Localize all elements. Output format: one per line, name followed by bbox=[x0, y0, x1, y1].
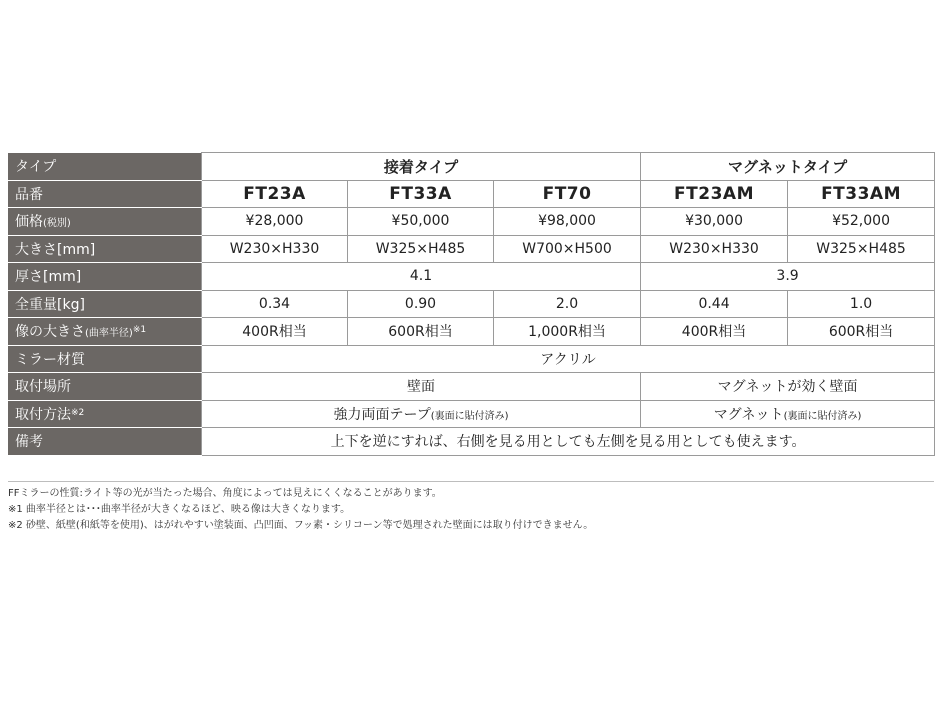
footnote-line: ※2 砂壁、紙壁(和紙等を使用)、はがれやすい塗装面、凸凹面、フッ素・シリコーン等で処理された壁面には取り付けできません。 bbox=[8, 520, 594, 531]
label-mount-method bbox=[9, 400, 202, 428]
price-cell: ¥28,000 bbox=[202, 208, 348, 236]
image-size-cell: 400R相当 bbox=[202, 318, 348, 346]
label-image-size-main: 像の大きさ bbox=[15, 324, 85, 341]
row-mount-method bbox=[9, 400, 935, 428]
mount-method-magnet bbox=[641, 400, 935, 428]
weight-cell: 0.90 bbox=[348, 290, 494, 318]
label-material: ミラー材質 bbox=[9, 345, 202, 373]
price-cell: ¥98,000 bbox=[494, 208, 641, 236]
weight-cell: 2.0 bbox=[494, 290, 641, 318]
label-size: 大きさ[mm] bbox=[9, 235, 202, 263]
mount-method-magnet-note: (裏面に貼付済み) bbox=[783, 410, 862, 422]
mount-method-adhesive-main: 強力両面テープ bbox=[333, 406, 431, 423]
label-image-size bbox=[9, 318, 202, 346]
remarks-cell: 上下を逆にすれば、右側を見る用としても左側を見る用としても使えます。 bbox=[202, 428, 935, 456]
row-material bbox=[9, 345, 935, 373]
label-type: タイプ bbox=[9, 153, 202, 181]
mount-place-magnet: マグネットが効く壁面 bbox=[641, 373, 935, 401]
label-mount-place: 取付場所 bbox=[9, 373, 202, 401]
row-image-size bbox=[9, 318, 935, 346]
label-image-size-note: (曲率半径) bbox=[85, 328, 133, 340]
footnote-mark-2: ※2 bbox=[71, 407, 85, 418]
weight-cell: 1.0 bbox=[788, 290, 935, 318]
row-price bbox=[9, 208, 935, 236]
row-mount-place bbox=[9, 373, 935, 401]
footnotes bbox=[8, 481, 934, 534]
label-mount-method-main: 取付方法 bbox=[15, 406, 71, 423]
price-cell: ¥30,000 bbox=[641, 208, 788, 236]
size-cell: W325×H485 bbox=[348, 235, 494, 263]
model-cell: FT33A bbox=[348, 180, 494, 208]
image-size-cell: 600R相当 bbox=[348, 318, 494, 346]
row-weight bbox=[9, 290, 935, 318]
label-price-note: (税別) bbox=[43, 218, 71, 230]
material-cell: アクリル bbox=[202, 345, 935, 373]
price-cell: ¥50,000 bbox=[348, 208, 494, 236]
footnote-mark-1: ※1 bbox=[132, 325, 147, 336]
image-size-cell: 400R相当 bbox=[641, 318, 788, 346]
label-thickness: 厚さ[mm] bbox=[9, 263, 202, 291]
footnote-line: FFミラーの性質:ライト等の光が当たった場合、角度によっては見えにくくなることがあります。 bbox=[8, 488, 442, 499]
weight-cell: 0.44 bbox=[641, 290, 788, 318]
thickness-magnet: 3.9 bbox=[641, 263, 935, 291]
model-cell: FT23A bbox=[202, 180, 348, 208]
mount-method-magnet-main: マグネット bbox=[713, 406, 784, 423]
mount-place-adhesive: 壁面 bbox=[202, 373, 641, 401]
row-part-no bbox=[9, 180, 935, 208]
label-price-main: 価格 bbox=[15, 214, 43, 231]
row-size bbox=[9, 235, 935, 263]
group-adhesive: 接着タイプ bbox=[202, 153, 641, 181]
spec-table bbox=[8, 152, 935, 456]
model-cell: FT33AM bbox=[788, 180, 935, 208]
label-weight: 全重量[kg] bbox=[9, 290, 202, 318]
row-remarks bbox=[9, 428, 935, 456]
image-size-cell: 1,000R相当 bbox=[494, 318, 641, 346]
label-remarks: 備考 bbox=[9, 428, 202, 456]
size-cell: W325×H485 bbox=[788, 235, 935, 263]
row-type bbox=[9, 153, 935, 181]
size-cell: W230×H330 bbox=[202, 235, 348, 263]
size-cell: W230×H330 bbox=[641, 235, 788, 263]
label-part-no: 品番 bbox=[9, 180, 202, 208]
size-cell: W700×H500 bbox=[494, 235, 641, 263]
model-cell: FT70 bbox=[494, 180, 641, 208]
label-price bbox=[9, 208, 202, 236]
model-cell: FT23AM bbox=[641, 180, 788, 208]
group-magnet: マグネットタイプ bbox=[641, 153, 935, 181]
image-size-cell: 600R相当 bbox=[788, 318, 935, 346]
weight-cell: 0.34 bbox=[202, 290, 348, 318]
mount-method-adhesive bbox=[202, 400, 641, 428]
thickness-adhesive: 4.1 bbox=[202, 263, 641, 291]
row-thickness bbox=[9, 263, 935, 291]
price-cell: ¥52,000 bbox=[788, 208, 935, 236]
mount-method-adhesive-note: (裏面に貼付済み) bbox=[430, 410, 509, 422]
footnote-line: ※1 曲率半径とは･･･曲率半径が大きくなるほど、映る像は大きくなります。 bbox=[8, 504, 351, 515]
